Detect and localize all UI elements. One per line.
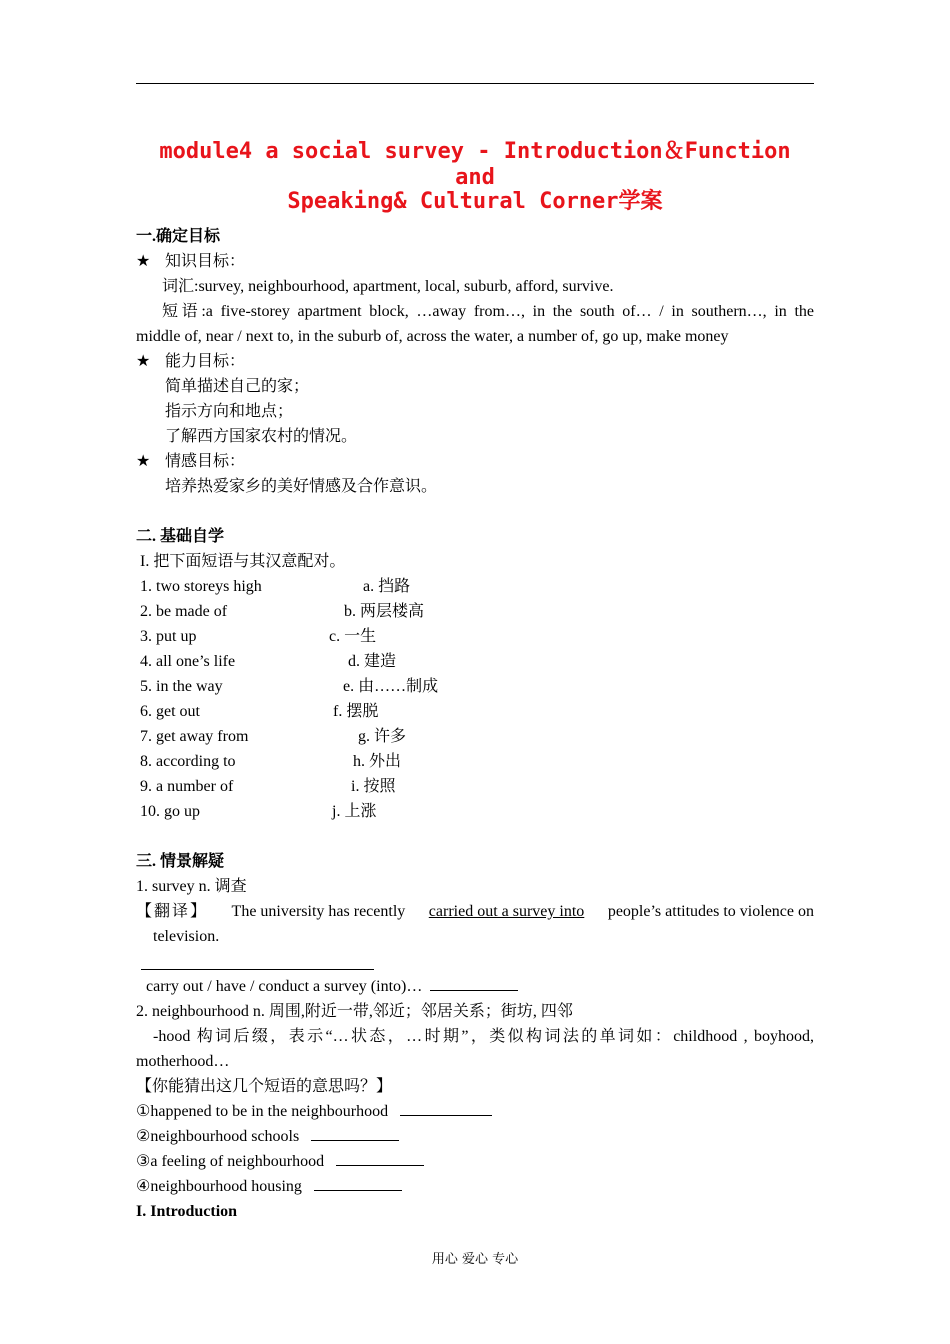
- survey-definition: 1. survey n. 调查: [136, 878, 247, 895]
- match-right: a. 挡路: [363, 578, 411, 595]
- document-title-line-2: Speaking& Cultural Corner学案: [287, 189, 663, 214]
- match-left: 6. get out: [140, 703, 200, 720]
- header-rule: [136, 83, 814, 84]
- carry-out-text: carry out / have / conduct a survey (into)…: [146, 978, 423, 995]
- match-right: g. 许多: [358, 728, 407, 745]
- phrases-line-1: 短语:a five-storey apartment block, …away from…, in the south of… / in southern…, in the: [162, 303, 814, 320]
- match-right: b. 两层楼高: [344, 603, 425, 620]
- translation-line-2: television.: [153, 928, 220, 945]
- section-3-heading: 三. 情景解疑: [136, 853, 225, 870]
- answer-blank[interactable]: [400, 1099, 492, 1116]
- ability-goal: [136, 349, 814, 374]
- match-row: [136, 624, 814, 649]
- carry-out-line: [136, 974, 814, 999]
- section-1-heading: 一.确定目标: [136, 228, 221, 245]
- translate-underlined: carried out a survey into: [428, 903, 585, 920]
- emotion-goal-label: 情感目标：: [165, 453, 246, 470]
- match-row: [136, 649, 814, 674]
- guess-prompt: 【你能猜出这几个短语的意思吗？】: [136, 1078, 393, 1095]
- phrases-line-2: middle of, near / next to, in the suburb of, across the water, a number of, go up, make money: [136, 328, 729, 345]
- match-left: 7. get away from: [140, 728, 249, 745]
- section-2-heading: 二. 基础自学: [136, 528, 225, 545]
- match-left: 3. put up: [140, 628, 197, 645]
- answer-blank[interactable]: [311, 1124, 399, 1141]
- star-icon: ★: [136, 453, 151, 470]
- hood-line-2: motherhood…: [136, 1053, 230, 1070]
- guess-item: [136, 1174, 814, 1199]
- guess-item: [136, 1099, 814, 1124]
- knowledge-goal: [136, 249, 814, 274]
- emotion-goal: [136, 449, 814, 474]
- hood-line-1: -hood 构词后缀，表示“…状态，…时期”，类似构词法的单词如：childhood , boyhood,: [153, 1028, 814, 1045]
- guess-item: [136, 1149, 814, 1174]
- match-left: 2. be made of: [140, 603, 228, 620]
- match-right: j. 上涨: [332, 803, 377, 820]
- emotion-item: 培养热爱家乡的美好情感及合作意识。: [165, 478, 438, 495]
- answer-blank[interactable]: [141, 953, 374, 970]
- match-left: 8. according to: [140, 753, 236, 770]
- match-left: 9. a number of: [140, 778, 234, 795]
- neighbourhood-definition: 2. neighbourhood n. 周围,附近一带,邻近；邻居关系；街坊, 四邻: [136, 1003, 573, 1020]
- match-row: [136, 574, 814, 599]
- guess-text: ①happened to be in the neighbourhood: [136, 1103, 389, 1120]
- guess-item: [136, 1124, 814, 1149]
- ability-item: 简单描述自己的家；: [165, 378, 310, 395]
- translate-post: people’s attitudes to violence on: [607, 903, 814, 920]
- match-left: 5. in the way: [140, 678, 223, 695]
- match-row: [136, 699, 814, 724]
- guess-text: ④neighbourhood housing: [136, 1178, 302, 1195]
- ability-item: 了解西方国家农村的情况。: [165, 428, 358, 445]
- star-icon: ★: [136, 253, 151, 270]
- star-icon: ★: [136, 353, 151, 370]
- match-row: [136, 749, 814, 774]
- vocab-line: 词汇:survey, neighbourhood, apartment, local, suburb, afford, survive.: [162, 278, 614, 295]
- match-left: 10. go up: [140, 803, 200, 820]
- document-body: [136, 224, 814, 1224]
- match-row: [136, 774, 814, 799]
- translate-tag: 【翻译】: [136, 903, 209, 920]
- ability-item: 指示方向和地点；: [165, 403, 294, 420]
- match-right: c. 一生: [329, 628, 377, 645]
- match-left: 1. two storeys high: [140, 578, 262, 595]
- match-right: d. 建造: [348, 653, 397, 670]
- match-right: i. 按照: [351, 778, 396, 795]
- answer-blank[interactable]: [314, 1174, 402, 1191]
- document-title-line-1: module4 a social survey - Introduction＆Function and: [159, 139, 791, 190]
- guess-text: ③a feeling of neighbourhood: [136, 1153, 325, 1170]
- guess-text: ②neighbourhood schools: [136, 1128, 300, 1145]
- answer-blank[interactable]: [336, 1149, 424, 1166]
- ability-goal-label: 能力目标：: [165, 353, 246, 370]
- match-row: [136, 724, 814, 749]
- match-row: [136, 799, 814, 824]
- match-left: 4. all one’s life: [140, 653, 236, 670]
- match-right: h. 外出: [353, 753, 402, 770]
- match-right: f. 摆脱: [333, 703, 379, 720]
- translation-line-1: [136, 899, 814, 924]
- answer-blank[interactable]: [430, 974, 518, 991]
- page-footer: 用心 爱心 专心: [431, 1252, 519, 1267]
- matching-instruction: I. 把下面短语与其汉意配对。: [140, 553, 346, 570]
- introduction-heading: I. Introduction: [136, 1203, 238, 1220]
- match-row: [136, 599, 814, 624]
- translate-pre: The university has recently: [231, 903, 406, 920]
- knowledge-goal-label: 知识目标：: [165, 253, 246, 270]
- match-row: [136, 674, 814, 699]
- answer-blank-row: [136, 949, 814, 974]
- match-right: e. 由……制成: [343, 678, 439, 695]
